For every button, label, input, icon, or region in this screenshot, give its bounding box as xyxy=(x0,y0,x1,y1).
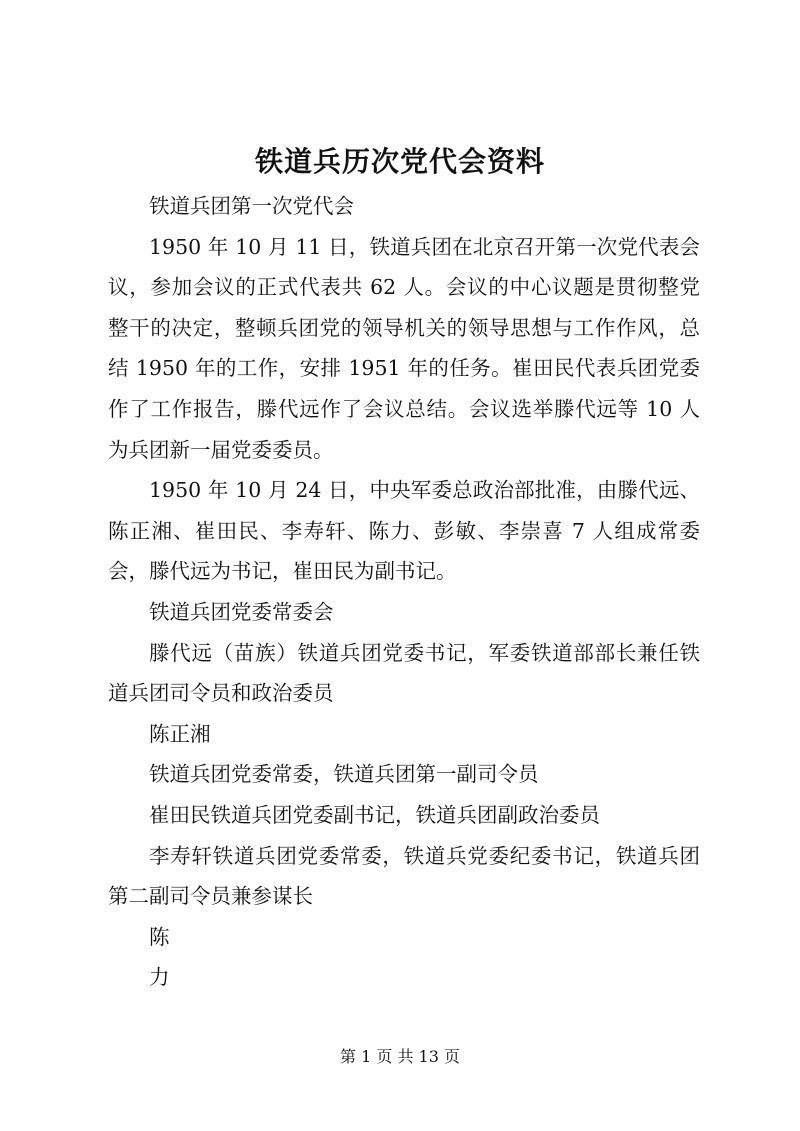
paragraph-standing-committee-approval: 1950 年 10 月 24 日，中央军委总政治部批准，由滕代远、陈正湘、崔田民、李寿轩、陈力、彭敏、李崇喜 7 人组成常委会，滕代远为书记，崔田民为副书记。 xyxy=(108,478,700,584)
paragraph-heading-standing-committee: 铁道兵团党委常委会 xyxy=(149,599,334,624)
paragraph-member-chen-li-part2: 力 xyxy=(149,965,170,990)
document-body xyxy=(108,186,700,998)
paragraph-heading-first-congress: 铁道兵团第一次党代会 xyxy=(149,194,354,218)
page-number-footer: 第 1 页 共 13 页 xyxy=(340,1047,460,1066)
document-title: 铁道兵历次党代会资料 xyxy=(254,145,545,178)
paragraph-member-teng-daiyuan: 滕代远（苗族）铁道兵团党委书记，军委铁道部部长兼任铁道兵团司令员和政治委员 xyxy=(108,640,700,706)
paragraph-member-chen-li-part1: 陈 xyxy=(149,924,170,949)
paragraph-member-li-shouxuan: 李寿轩铁道兵团党委常委，铁道兵党委纪委书记，铁道兵团第二副司令员兼参谋长 xyxy=(108,843,700,909)
paragraph-member-chen-zhengxiang-role: 铁道兵团党委常委，铁道兵团第一副司令员 xyxy=(149,762,539,787)
paragraph-first-congress-details: 1950 年 10 月 11 日，铁道兵团在北京召开第一次党代表会议，参加会议的正式代表共 62 人。会议的中心议题是贯彻整党整干的决定，整顿兵团党的领导机关的领导思想与工作作风，总结 1950 年的工作，安排 1951 年的任务。崔田民代表兵团党委作了工作报告，滕代远作了会议总结。会议选举滕代远等 10 人为兵团新一届党委委员。 xyxy=(108,234,700,462)
paragraph-member-cui-tianmin: 崔田民铁道兵团党委副书记，铁道兵团副政治委员 xyxy=(149,802,600,827)
paragraph-member-chen-zhengxiang: 陈正湘 xyxy=(149,721,211,746)
